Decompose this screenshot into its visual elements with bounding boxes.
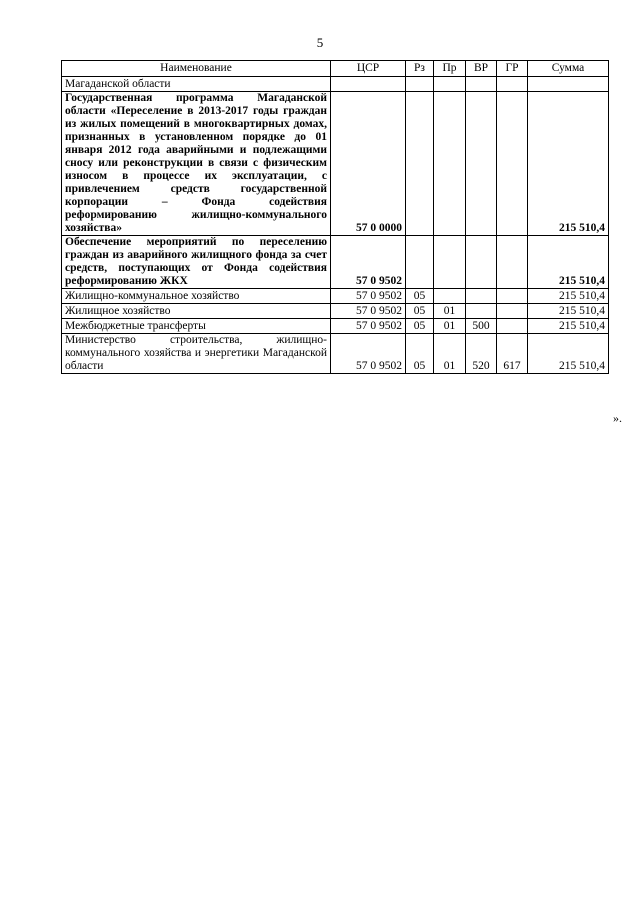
- row-csr: 57 0 9502: [331, 319, 406, 334]
- row-sum: 215 510,4: [528, 289, 609, 304]
- row-rz: 05: [406, 319, 434, 334]
- row-name: Магаданской области: [62, 77, 331, 92]
- header-csr: ЦСР: [331, 61, 406, 77]
- row-pr: 01: [434, 304, 466, 319]
- row-sum: 215 510,4: [528, 319, 609, 334]
- row-gr: [497, 236, 528, 289]
- row-csr: 57 0 9502: [331, 236, 406, 289]
- row-rz: [406, 77, 434, 92]
- table-row: [62, 77, 609, 92]
- row-gr: [497, 289, 528, 304]
- row-rz: 05: [406, 304, 434, 319]
- header-rz: Рз: [406, 61, 434, 77]
- header-pr: Пр: [434, 61, 466, 77]
- row-sum: 215 510,4: [528, 92, 609, 236]
- row-rz: [406, 92, 434, 236]
- row-csr: 57 0 9502: [331, 289, 406, 304]
- row-gr: [497, 319, 528, 334]
- row-csr: [331, 77, 406, 92]
- row-name: Министерство строительства, жилищно-коммунального хозяйства и энергетики Магаданской области: [62, 334, 331, 374]
- closing-quote-mark: ».: [613, 411, 622, 425]
- row-sum: 215 510,4: [528, 304, 609, 319]
- table-row: [62, 319, 609, 334]
- row-sum: [528, 77, 609, 92]
- row-vr: [466, 304, 497, 319]
- row-name: Межбюджетные трансферты: [62, 319, 331, 334]
- page-number: 5: [316, 35, 324, 50]
- row-name: Жилищно-коммунальное хозяйство: [62, 289, 331, 304]
- row-sum: 215 510,4: [528, 334, 609, 374]
- row-name: Жилищное хозяйство: [62, 304, 331, 319]
- row-pr: [434, 92, 466, 236]
- row-pr: [434, 236, 466, 289]
- table-row: [62, 92, 609, 236]
- table-row: [62, 236, 609, 289]
- header-vr: ВР: [466, 61, 497, 77]
- row-csr: 57 0 0000: [331, 92, 406, 236]
- row-pr: 01: [434, 319, 466, 334]
- row-vr: [466, 289, 497, 304]
- row-gr: [497, 92, 528, 236]
- row-vr: 500: [466, 319, 497, 334]
- header-gr: ГР: [497, 61, 528, 77]
- row-vr: 520: [466, 334, 497, 374]
- header-sum: Сумма: [528, 61, 609, 77]
- row-pr: [434, 289, 466, 304]
- row-gr: [497, 304, 528, 319]
- header-name: Наименование: [62, 61, 331, 77]
- row-rz: [406, 236, 434, 289]
- table-row: [62, 304, 609, 319]
- row-sum: 215 510,4: [528, 236, 609, 289]
- row-name: Обеспечение мероприятий по переселению граждан из аварийного жилищного фонда за счет средств, поступающих от Фонда содействия реформированию ЖКХ: [62, 236, 331, 289]
- table-header-row: [62, 61, 609, 77]
- row-vr: [466, 92, 497, 236]
- table-row: [62, 289, 609, 304]
- row-rz: 05: [406, 289, 434, 304]
- row-csr: 57 0 9502: [331, 334, 406, 374]
- row-rz: 05: [406, 334, 434, 374]
- row-gr: [497, 77, 528, 92]
- row-vr: [466, 236, 497, 289]
- table-row: [62, 334, 609, 374]
- budget-table: [61, 60, 609, 374]
- row-pr: 01: [434, 334, 466, 374]
- row-pr: [434, 77, 466, 92]
- row-vr: [466, 77, 497, 92]
- row-gr: 617: [497, 334, 528, 374]
- row-csr: 57 0 9502: [331, 304, 406, 319]
- row-name: Государственная программа Магаданской области «Переселение в 2013-2017 годы граждан из жилых помещений в многоквартирных домах, признанных в установленном порядке до 01 января 2012 года аварийными и подлежащими сносу или реконструкции в связи с физическим износом в процессе их эксплуатации, с привлечением средств государственной корпорации – Фонда содействия реформированию жилищно-коммунального хозяйства»: [62, 92, 331, 236]
